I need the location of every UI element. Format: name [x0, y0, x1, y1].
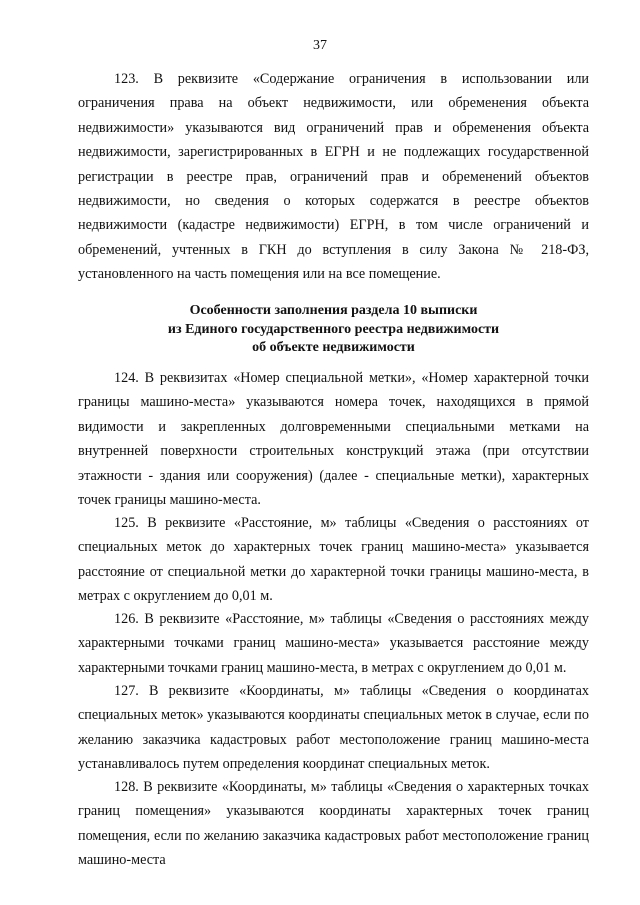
section-heading-line-3: об объекте недвижимости — [252, 340, 415, 355]
section-heading-line-1: Особенности заполнения раздела 10 выписки — [189, 303, 478, 318]
paragraph-124-block — [78, 366, 589, 512]
paragraph-127: 127. В реквизите «Координаты, м» таблицы «Сведения о координатах специальных меток» указываются координаты специальных меток в случае, если по желанию заказчика кадастровых работ местоположение границ машино-места устанавливалось путем определения координат специальных меток. — [78, 683, 589, 773]
paragraph-126-block — [78, 607, 589, 680]
paragraph-128: 128. В реквизите «Координаты, м» таблицы «Сведения о характерных точках границ помещения» указываются координаты характерных точек границ помещения, если по желанию заказчика кадастровых работ местоположение границ машино-места — [78, 779, 589, 869]
section-heading — [78, 302, 589, 358]
paragraph-125-block — [78, 511, 589, 609]
paragraph-123-block — [78, 67, 589, 287]
page-number: 37 — [313, 38, 327, 53]
paragraph-126: 126. В реквизите «Расстояние, м» таблицы «Сведения о расстояниях между характерными точками границ машино-места» указывается расстояние между характерными точками границ машино-места, в метрах с округлением до 0,01 м. — [78, 611, 589, 676]
paragraph-124: 124. В реквизитах «Номер специальной метки», «Номер характерной точки границы машино-места» указываются номера точек, находящихся в прямой видимости и закрепленных долговременными специальными метками на внутренней поверхности строительных конструкций этажа (при отсутствии этажности - здания или сооружения) (далее - специальные метки), характерных точек границы машино-места. — [78, 370, 589, 509]
section-heading-line-2: из Единого государственного реестра недвижимости — [167, 321, 500, 337]
paragraph-125: 125. В реквизите «Расстояние, м» таблицы «Сведения о расстояниях от специальных меток до характерных точек границ машино-места» указывается расстояние от специальной метки до характерной точки границы машино-места, в метрах с округлением до 0,01 м. — [78, 515, 589, 605]
paragraph-127-block — [78, 679, 589, 777]
paragraph-123: 123. В реквизите «Содержание ограничения в использовании или ограничения права на объект недвижимости, или обременения объекта недвижимости» указываются вид ограничений прав и обременения объекта недвижимости, зарегистрированных в ЕГРН и не подлежащих государственной регистрации в реестре прав, ограничений прав и обременений объектов недвижимости, но сведения о которых содержатся в реестре объектов недвижимости (кадастре недвижимости) ЕГРН, в том числе ограничений и обременений, учтенных в ГКН до вступления в силу Закона № 218-ФЗ, установленного на часть помещения или на все помещение. — [78, 71, 589, 283]
paragraph-128-block — [78, 775, 589, 873]
